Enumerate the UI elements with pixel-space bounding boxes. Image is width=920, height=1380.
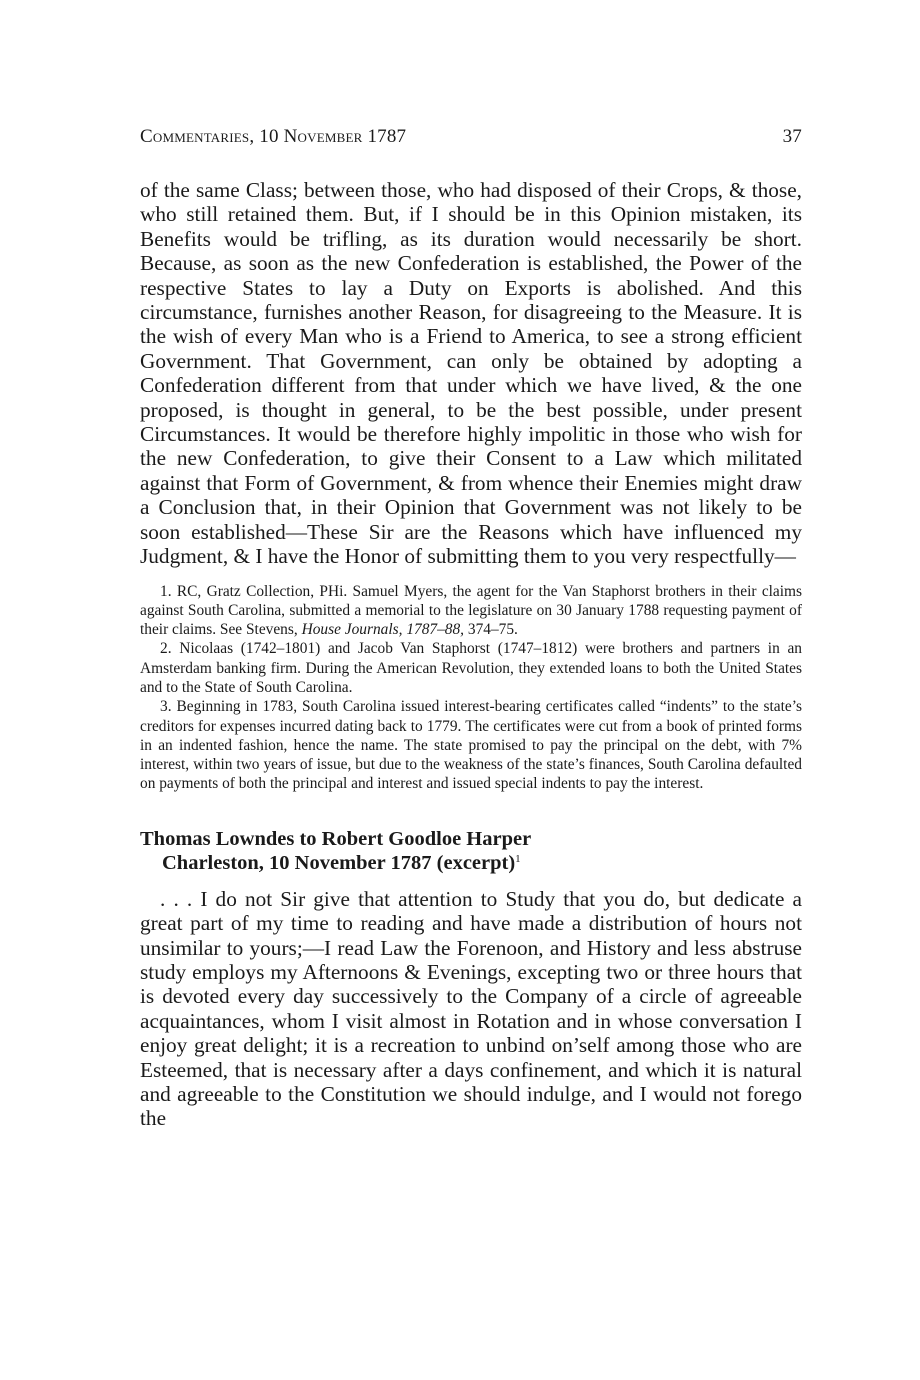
document-heading-dateline <box>140 851 802 876</box>
new-letter-body <box>140 887 802 1131</box>
continued-letter-body <box>140 178 802 569</box>
document-heading-place-date: Charleston, 10 November 1787 (excerpt) <box>162 852 516 875</box>
running-head <box>140 126 802 156</box>
new-letter-paragraph: . . . I do not Sir give that attention to Study that you do, but dedicate a great part of my time to reading and have made a distribution of hours not unsimilar to yours;—I read Law the Forenoon, and History and less abstruse study employs my Afternoons & Evenings, excepting two or three hours that is devoted every day successively to the Company of a circle of agreeable acquaintances, whom I visit almost in Rotation and in whose conversation I enjoy great delight; it is a recreation to unbind on’self among those who are Esteemed, that is necessary after a days confinement, and which it is natural and agreeable to the Constitution we should indulge, and I would not forego the <box>140 886 802 1131</box>
footnotes <box>140 582 802 794</box>
document-heading-title: Thomas Lowndes to Robert Goodloe Harper <box>140 827 532 850</box>
footnote-1-text: 1. RC, Gratz Collection, PHi. Samuel Myers, the agent for the Van Staphorst brothers in their claims against South Carolina, submitted a memorial to the legislature on 30 January 1788 requesting payment of their claims. See Stevens, <box>140 582 802 639</box>
footnote-3: 3. Beginning in 1783, South Carolina issued interest-bearing certificates called “indents” to the state’s creditors for expenses incurred dating back to 1779. The certificates were cut from a book of printed forms in an indented fashion, hence the name. The state promised to pay the principal on the debt, with 7% interest, within two years of issue, but due to the weakness of the state’s finances, South Carolina defaulted on payments of both the principal and interest and issued special indents to pay the interest. <box>140 698 802 793</box>
footnote-1-pages: 374–75. <box>464 621 518 639</box>
page-number: 37 <box>782 126 802 147</box>
footnote-1 <box>140 582 802 640</box>
note-marker: 1 <box>515 853 521 866</box>
document-page <box>140 126 802 1131</box>
footnote-2: 2. Nicolaas (1742–1801) and Jacob Van Staphorst (1747–1812) were brothers and partners in an Amsterdam banking firm. During the American Revolution, they extended loans to both the United States and to the State of South Carolina. <box>140 640 802 696</box>
document-heading <box>140 827 802 876</box>
running-head-title: Commentaries, 10 November 1787 <box>140 126 407 147</box>
continued-letter-paragraph: of the same Class; between those, who had disposed of their Crops, & those, who still retained them. But, if I should be in this Opinion mistaken, its Benefits would be trifling, as its duration would necessarily be short. Because, as soon as the new Confederation is established, the Power of the respective States to lay a Duty on Exports is abolished. And this circumstance, furnishes another Reason, for disagreeing to the Measure. It is the wish of every Man who is a Friend to America, to see a strong efficient Government. That Government, can only be obtained by adopting a Confederation different from that under which we have lived, & the one proposed, is thought in general, to be the best possible, under present Circumstances. It would be therefore highly impolitic in those who wish for the new Confederation, to give their Consent to a Law which militated against that Form of Government, & from whence their Enemies might draw a Conclusion that, in their Opinion that Government was not likely to be soon established—These Sir are the Reasons which have influenced my Judgment, & I have the Honor of submitting them to you very respectfully— <box>140 178 802 569</box>
footnote-1-citation: House Journals, 1787–88, <box>301 621 465 639</box>
